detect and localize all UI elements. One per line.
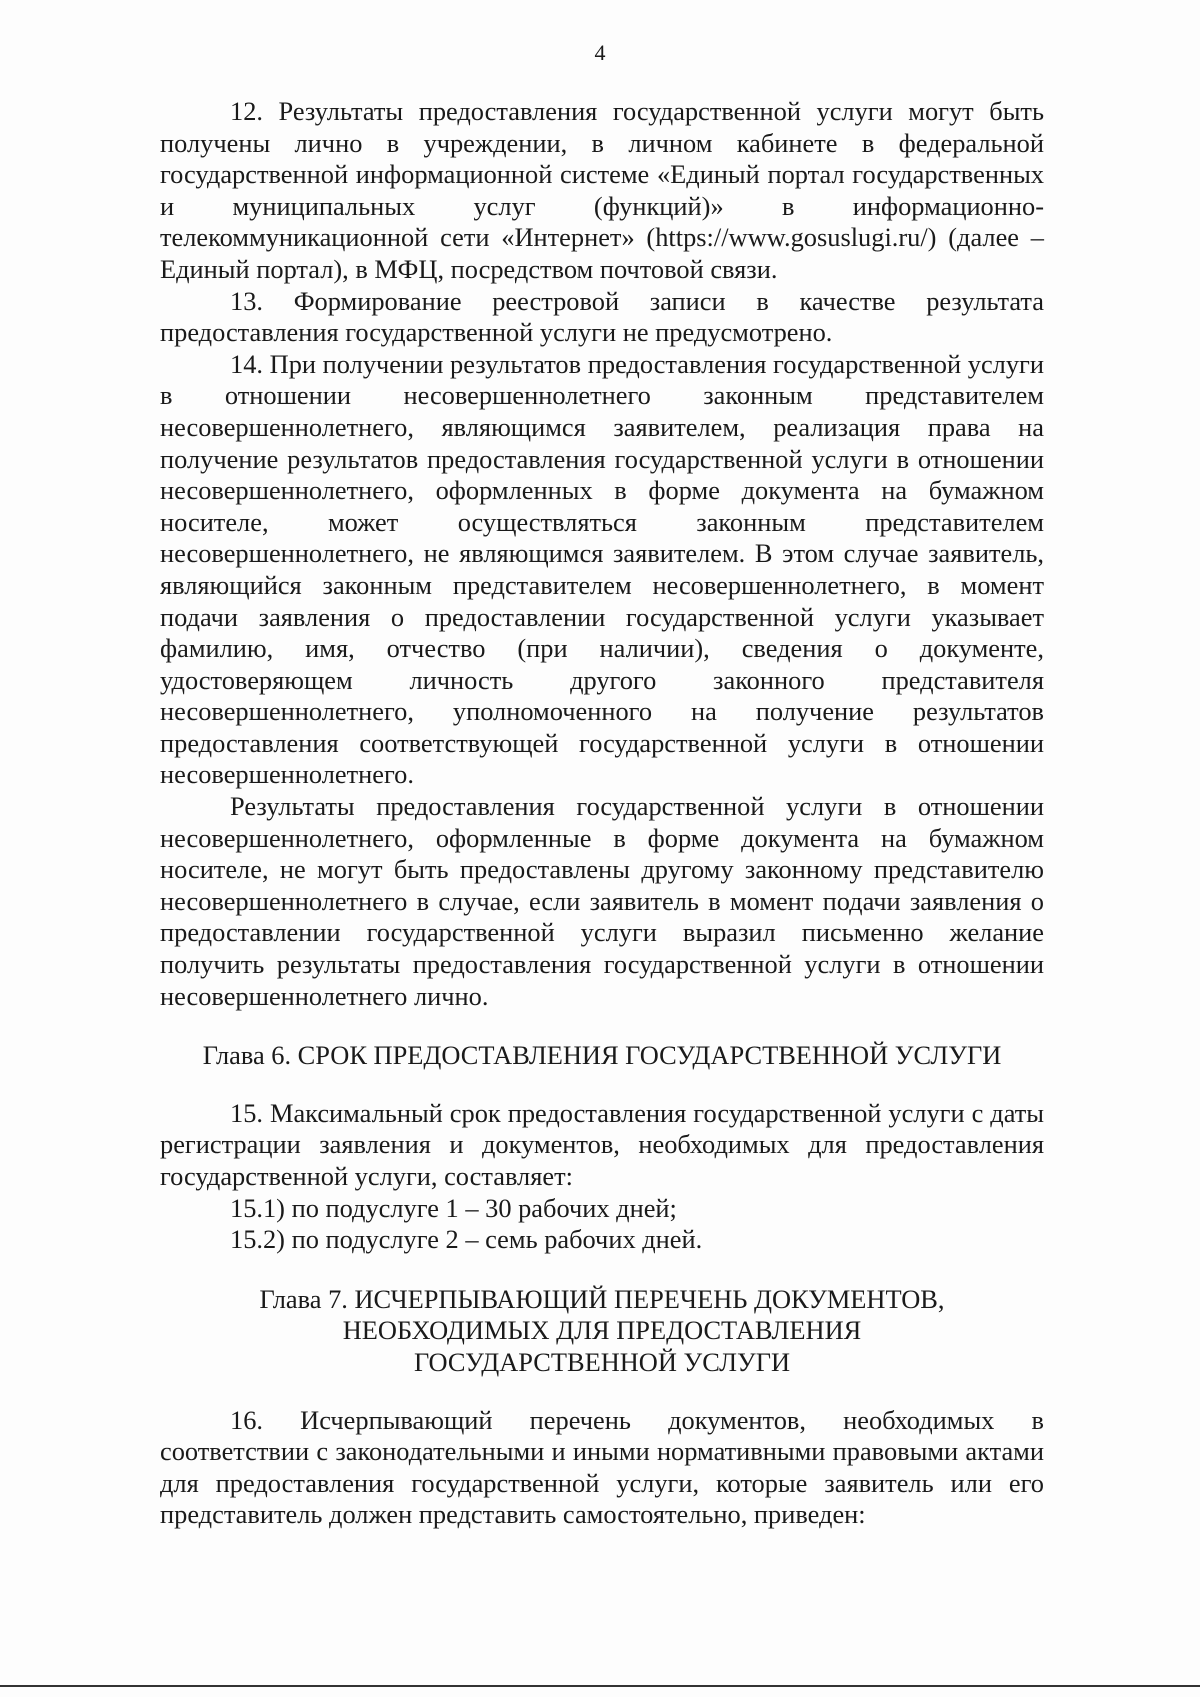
chapter-7-heading — [160, 1284, 1044, 1379]
paragraph-15: 15. Максимальный срок предоставления государственной услуги с даты регистрации заявления и документов, необходимых для предоставления государственной услуги, составляет: — [160, 1097, 1044, 1191]
paragraph-14: 14. При получении результатов предоставления государственной услуги в отношении несовершеннолетнего законным представителем несовершеннолетнего, являющимся заявителем, реализация права на получение результатов предоставления государственной услуги в отношении несовершеннолетнего, оформленных в форме документа на бумажном носителе, может осуществляться законным представителем несовершеннолетнего, не являющимся заявителем. В этом случае заявитель, являющийся законным представителем несовершеннолетнего, в момент подачи заявления о предоставлении государственной услуги указывает фамилию, имя, отчество (при наличии), сведения о документе, удостоверяющем личность другого законного представителя несовершеннолетнего, уполномоченного на получение результатов предоставления соответствующей государственной услуги в отношении несовершеннолетнего. — [160, 348, 1044, 790]
paragraph-16: 16. Исчерпывающий перечень документов, необходимых в соответствии с законодательными и иными нормативными правовыми актами для предоставления государственной услуги, которые заявитель или его представитель должен представить самостоятельно, приведен: — [160, 1404, 1044, 1530]
chapter-7-heading-line-1: Глава 7. ИСЧЕРПЫВАЮЩИЙ ПЕРЕЧЕНЬ ДОКУМЕНТОВ, — [259, 1283, 945, 1314]
paragraph-12: 12. Результаты предоставления государственной услуги могут быть получены лично в учреждении, в личном кабинете в федеральной государственной информационной системе «Единый портал государственных и муниципальных услуг (функций)» в информационно-телекоммуникационной сети «Интернет» (https://www.gosuslugi.ru/) (далее – Единый портал), в МФЦ, посредством почтовой связи. — [160, 96, 1044, 284]
page-number: 4 — [594, 40, 606, 65]
document-body — [160, 96, 1044, 1531]
paragraph-14-continued: Результаты предоставления государственной услуги в отношении несовершеннолетнего, оформленные в форме документа на бумажном носителе, не могут быть предоставлены другому законному представителю несовершеннолетнего в случае, если заявитель в момент подачи заявления о предоставлении государственной услуги выразил письменно желание получить результаты предоставления государственной услуги в отношении несовершеннолетнего лично. — [160, 791, 1044, 1011]
chapter-7-heading-line-2: НЕОБХОДИМЫХ ДЛЯ ПРЕДОСТАВЛЕНИЯ — [342, 1315, 862, 1346]
list-item-15-1: 15.1) по подуслуге 1 – 30 рабочих дней; — [230, 1192, 677, 1223]
chapter-6-heading: Глава 6. СРОК ПРЕДОСТАВЛЕНИЯ ГОСУДАРСТВЕННОЙ УСЛУГИ — [202, 1040, 1002, 1071]
list-item-15-2: 15.2) по подуслуге 2 – семь рабочих дней. — [230, 1224, 703, 1255]
chapter-7-heading-line-3: ГОСУДАРСТВЕННОЙ УСЛУГИ — [413, 1346, 791, 1377]
bottom-edge-line — [0, 1685, 1200, 1687]
paragraph-13: 13. Формирование реестровой записи в качестве результата предоставления государственной услуги не предусмотрено. — [160, 285, 1044, 348]
